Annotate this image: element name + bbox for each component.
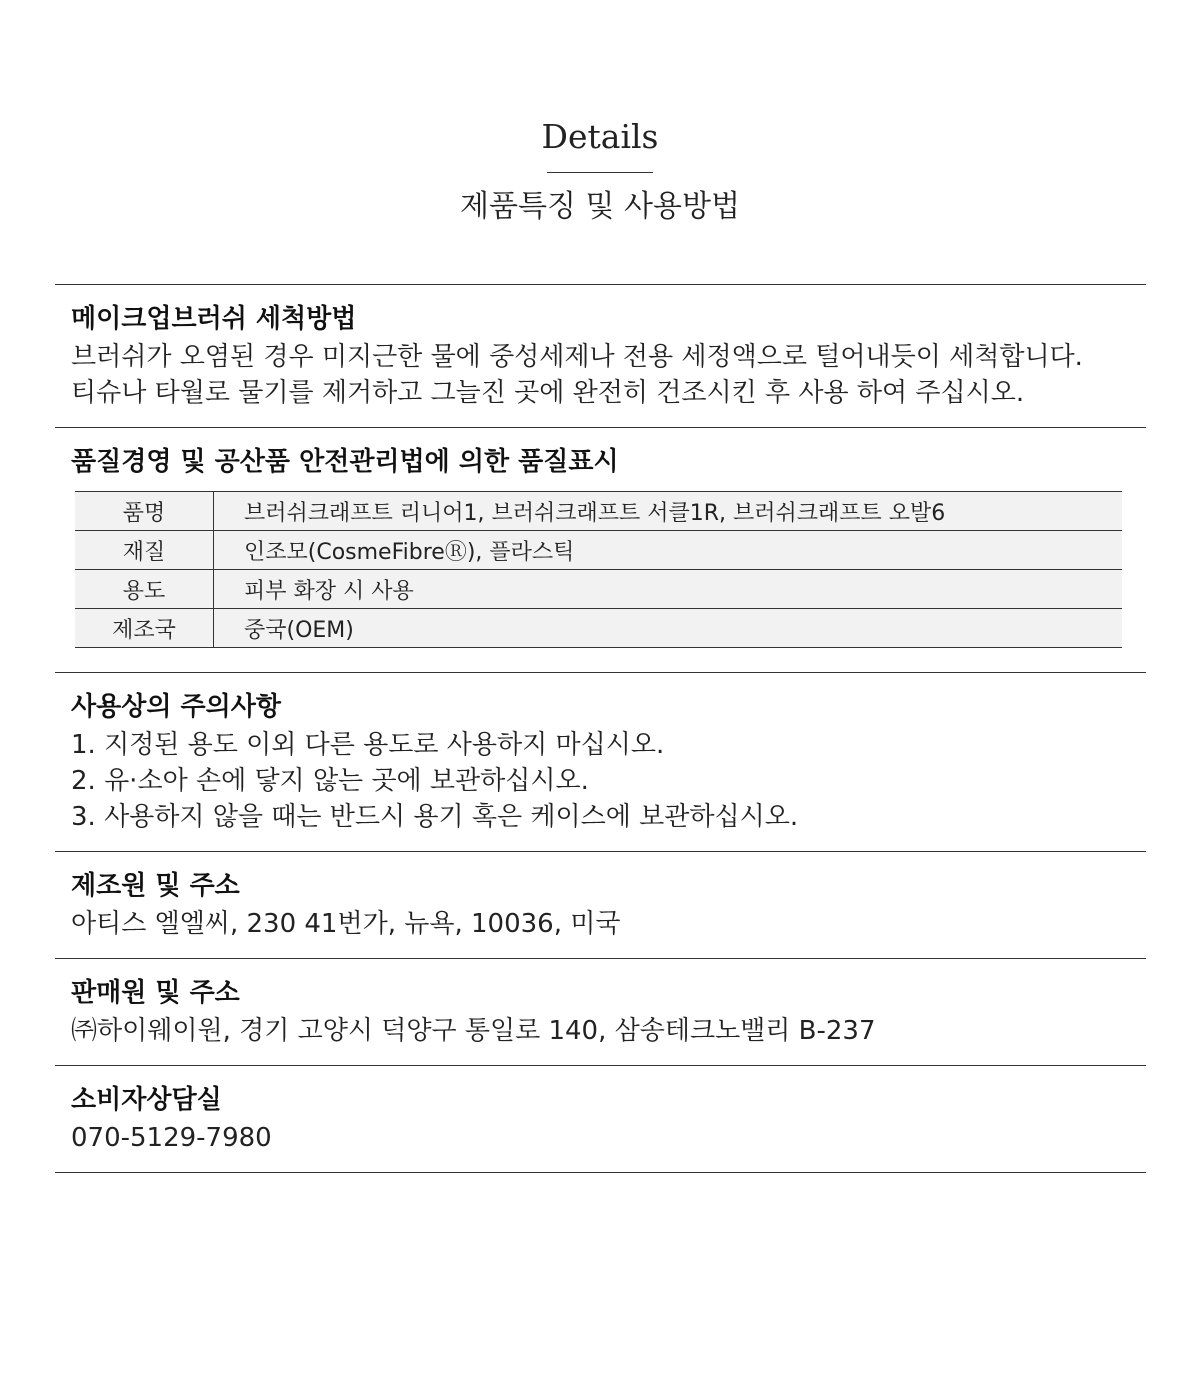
row-label: 재질 <box>75 531 214 570</box>
manufacturer-heading: 제조원 및 주소 <box>71 871 240 901</box>
table-row <box>75 570 1122 609</box>
row-label: 용도 <box>75 570 214 609</box>
seller-section <box>55 958 1146 1065</box>
quality-section <box>55 427 1146 672</box>
quality-table <box>75 491 1122 648</box>
cleaning-line: 티슈나 타월로 물기를 제거하고 그늘진 곳에 완전히 건조시킨 후 사용 하여 주십시오. <box>71 378 1025 408</box>
cautions-heading: 사용상의 주의사항 <box>71 692 281 722</box>
caution-item: 1. 지정된 용도 이외 다른 용도로 사용하지 마십시오. <box>71 730 665 760</box>
seller-address: ㈜하이웨이원, 경기 고양시 덕양구 통일로 140, 삼송테크노밸리 B-237 <box>71 1016 876 1046</box>
table-row <box>75 531 1122 570</box>
support-heading: 소비자상담실 <box>71 1085 222 1115</box>
page-subtitle: 제품특징 및 사용방법 <box>460 189 740 224</box>
title-divider <box>547 172 653 173</box>
row-value: 브러쉬크래프트 리니어1, 브러쉬크래프트 서클1R, 브러쉬크래프트 오발6 <box>214 492 1123 531</box>
info-sections <box>55 284 1146 1173</box>
manufacturer-address: 아티스 엘엘씨, 230 41번가, 뉴욕, 10036, 미국 <box>71 909 621 939</box>
row-label: 품명 <box>75 492 214 531</box>
details-header <box>0 112 1200 229</box>
cleaning-line: 브러쉬가 오염된 경우 미지근한 물에 중성세제나 전용 세정액으로 털어내듯이 세척합니다. <box>71 342 1083 372</box>
cautions-section <box>55 672 1146 851</box>
support-phone: 070-5129-7980 <box>71 1123 272 1153</box>
row-value: 인조모(CosmeFibreⓇ), 플라스틱 <box>214 531 1123 570</box>
quality-heading: 품질경영 및 공산품 안전관리법에 의한 품질표시 <box>71 447 619 477</box>
caution-item: 3. 사용하지 않을 때는 반드시 용기 혹은 케이스에 보관하십시오. <box>71 802 799 832</box>
cleaning-heading: 메이크업브러쉬 세척방법 <box>71 304 357 334</box>
seller-heading: 판매원 및 주소 <box>71 978 240 1008</box>
page-title: Details <box>541 117 659 156</box>
caution-item: 2. 유·소아 손에 닿지 않는 곳에 보관하십시오. <box>71 766 589 796</box>
support-section <box>55 1065 1146 1173</box>
manufacturer-section <box>55 851 1146 958</box>
row-label: 제조국 <box>75 609 214 648</box>
table-row <box>75 492 1122 531</box>
table-row <box>75 609 1122 648</box>
cleaning-section <box>55 284 1146 427</box>
row-value: 중국(OEM) <box>214 609 1123 648</box>
row-value: 피부 화장 시 사용 <box>214 570 1123 609</box>
